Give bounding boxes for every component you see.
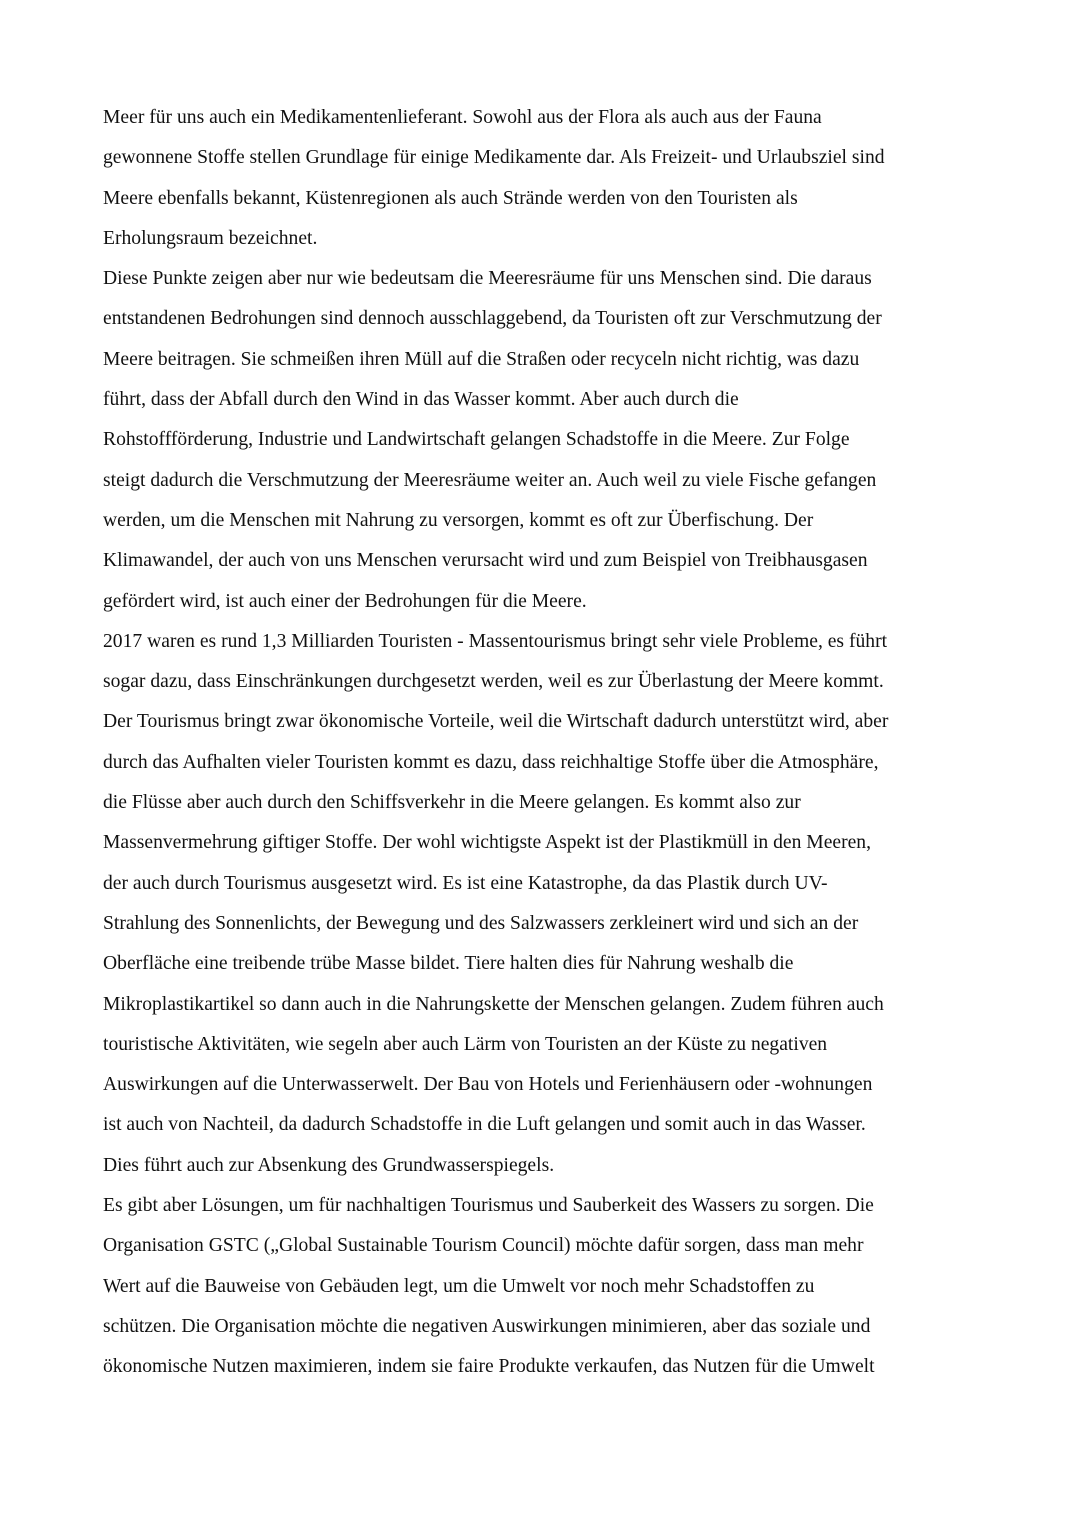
text-line: werden, um die Menschen mit Nahrung zu versorgen, kommt es oft zur Überfischung. Der bbox=[103, 509, 814, 531]
text-line: schützen. Die Organisation möchte die negativen Auswirkungen minimieren, aber das soziale und bbox=[103, 1315, 871, 1337]
text-line: Klimawandel, der auch von uns Menschen verursacht wird und zum Beispiel von Treibhausgasen bbox=[103, 550, 868, 572]
text-line: führt, dass der Abfall durch den Wind in das Wasser kommt. Aber auch durch die bbox=[103, 389, 739, 411]
text-line: der auch durch Tourismus ausgesetzt wird. Es ist eine Katastrophe, da das Plastik durch UV- bbox=[103, 872, 828, 894]
text-line: Der Tourismus bringt zwar ökonomische Vorteile, weil die Wirtschaft dadurch unterstützt wird, aber bbox=[103, 711, 889, 733]
text-line: 2017 waren es rund 1,3 Milliarden Touristen - Massentourismus bringt sehr viele Probleme, es führt bbox=[103, 630, 888, 652]
text-line: Meere beitragen. Sie schmeißen ihren Müll auf die Straßen oder recyceln nicht richtig, was dazu bbox=[103, 348, 860, 370]
text-line: Diese Punkte zeigen aber nur wie bedeutsam die Meeresräume für uns Menschen sind. Die daraus bbox=[103, 268, 872, 290]
text-line: sogar dazu, dass Einschränkungen durchgesetzt werden, weil es zur Überlastung der Meere kommt. bbox=[103, 671, 884, 693]
text-line: ist auch von Nachteil, da dadurch Schadstoffe in die Luft gelangen und somit auch in das Wasser. bbox=[103, 1114, 866, 1136]
text-line: Strahlung des Sonnenlichts, der Bewegung und des Salzwassers zerkleinert wird und sich an der bbox=[103, 912, 859, 934]
text-line: Mikroplastikartikel so dann auch in die Nahrungskette der Menschen gelangen. Zudem führen auch bbox=[103, 993, 884, 1015]
text-line: steigt dadurch die Verschmutzung der Meeresräume weiter an. Auch weil zu viele Fische gefangen bbox=[103, 469, 877, 491]
document-page bbox=[103, 98, 1003, 1388]
text-line: Oberfläche eine treibende trübe Masse bildet. Tiere halten dies für Nahrung weshalb die bbox=[103, 953, 794, 975]
text-line: entstandenen Bedrohungen sind dennoch ausschlaggebend, da Touristen oft zur Verschmutzung der bbox=[103, 308, 882, 330]
text-line: gewonnene Stoffe stellen Grundlage für einige Medikamente dar. Als Freizeit- und Urlaubsziel sind bbox=[103, 147, 885, 169]
text-line: Organisation GSTC („Global Sustainable Tourism Council) möchte dafür sorgen, dass man mehr bbox=[103, 1235, 864, 1257]
text-line: touristische Aktivitäten, wie segeln aber auch Lärm von Touristen an der Küste zu negativen bbox=[103, 1033, 828, 1055]
text-line: Dies führt auch zur Absenkung des Grundwasserspiegels. bbox=[103, 1154, 555, 1176]
text-line: Rohstoffförderung, Industrie und Landwirtschaft gelangen Schadstoffe in die Meere. Zur Folge bbox=[103, 429, 850, 451]
text-line: Meer für uns auch ein Medikamentenlieferant. Sowohl aus der Flora als auch aus der Fauna bbox=[103, 107, 822, 128]
text-line: gefördert wird, ist auch einer der Bedrohungen für die Meere. bbox=[103, 590, 587, 612]
text-line: Wert auf die Bauweise von Gebäuden legt, um die Umwelt vor noch mehr Schadstoffen zu bbox=[103, 1275, 815, 1297]
text-line: Es gibt aber Lösungen, um für nachhaltigen Tourismus und Sauberkeit des Wassers zu sorgen. Die bbox=[103, 1195, 874, 1217]
text-line: Auswirkungen auf die Unterwasserwelt. Der Bau von Hotels und Ferienhäusern oder -wohnungen bbox=[103, 1074, 873, 1096]
text-line: die Flüsse aber auch durch den Schiffsverkehr in die Meere gelangen. Es kommt also zur bbox=[103, 792, 801, 814]
text-line: Massenvermehrung giftiger Stoffe. Der wohl wichtigste Aspekt ist der Plastikmüll in den Meeren, bbox=[103, 832, 872, 854]
text-line: Meere ebenfalls bekannt, Küstenregionen als auch Strände werden von den Touristen als bbox=[103, 187, 798, 209]
text-line: durch das Aufhalten vieler Touristen kommt es dazu, dass reichhaltige Stoffe über die Atmosphäre, bbox=[103, 751, 879, 773]
text-line: Erholungsraum bezeichnet. bbox=[103, 227, 318, 249]
text-line: ökonomische Nutzen maximieren, indem sie faire Produkte verkaufen, das Nutzen für die Umwelt bbox=[103, 1356, 875, 1378]
